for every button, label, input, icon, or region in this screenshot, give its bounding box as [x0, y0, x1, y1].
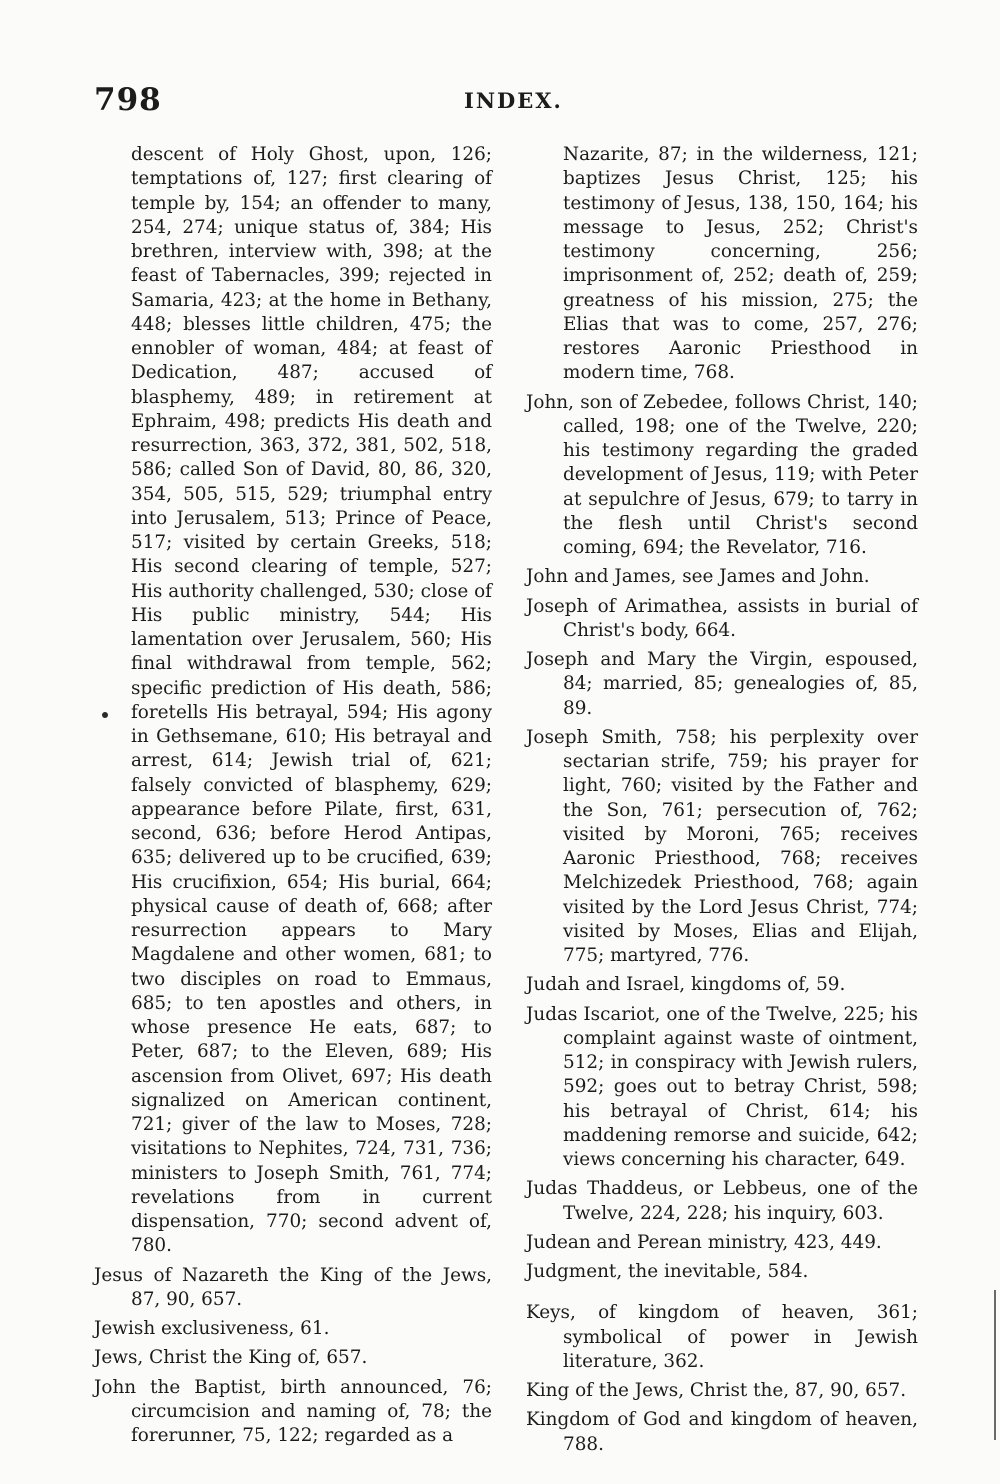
index-column-left [94, 143, 492, 1453]
scan-speck [102, 712, 108, 718]
index-entry: Keys, of kingdom of heaven, 361; symbolical of power in Jewish literature, 362. [526, 1302, 918, 1372]
index-entry: Judean and Perean ministry, 423, 449. [526, 1231, 882, 1253]
index-entry: Jews, Christ the King of, 657. [94, 1347, 368, 1369]
index-entry: King of the Jews, Christ the, 87, 90, 657. [526, 1380, 907, 1401]
index-entry: John the Baptist, birth announced, 76; circumcision and naming of, 78; the forerunner, 75, 122; regarded as a [94, 1376, 492, 1446]
page-number: 798 [94, 82, 162, 118]
index-column-right [526, 143, 918, 1462]
index-entry: Judah and Israel, kingdoms of, 59. [526, 974, 846, 996]
running-head: INDEX. [464, 88, 563, 113]
letter-section-divider [526, 1289, 918, 1301]
index-entry: Jesus of Nazareth the King of the Jews, 87, 90, 657. [94, 1264, 492, 1310]
index-entry: Judgment, the inevitable, 584. [526, 1261, 809, 1282]
index-entry: Joseph of Arimathea, assists in burial of Christ's body, 664. [526, 595, 918, 641]
index-entry: Joseph and Mary the Virgin, espoused, 84; married, 85; genealogies of, 85, 89. [526, 649, 918, 719]
index-entry-continuation: descent of Holy Ghost, upon, 126; temptations of, 127; first clearing of temple by, 154; an offender to many, 254, 274; unique status of, 384; His brethren, interview with, 398; at the feast of Tabernacles, 399; rejected in Samaria, 423; at the home in Bethany, 448; blesses little children, 475; the ennobler of woman, 484; at feast of Dedication, 487; accused of blasphemy, 489; in retirement at Ephraim, 498; predicts His death and resurrection, 363, 372, 381, 502, 518, 586; called Son of David, 80, 86, 320, 354, 505, 515, 529; triumphal entry into Jerusalem, 513; Prince of Peace, 517; visited by certain Greeks, 518; His second clearing of temple, 527; His authority challenged, 530; close of His public ministry, 544; His lamentation over Jerusalem, 560; His final withdrawal from temple, 562; specific prediction of His death, 586; foretells His betrayal, 594; His agony in Gethsemane, 610; His betrayal and arrest, 614; Jewish trial of, 621; falsely convicted of blasphemy, 629; appearance before Pilate, first, 631, second, 636; before Herod Antipas, 635; delivered up to be crucified, 639; His crucifixion, 654; His burial, 664; physical cause of death of, 668; after resurrection appears to Mary Magdalene and other women, 681; to two disciples on road to Emmaus, 685; to ten apostles and others, in whose presence He eats, 687; to Peter, 687; to the Eleven, 689; His ascension from Olivet, 697; His death signalized on American continent, 721; giver of the law to Moses, 728; visitations to Nephites, 724, 731, 736; ministers to Joseph Smith, 761, 774; revelations from in current dispensation, 770; second advent of, 780. [131, 144, 492, 1257]
index-entry-continuation: Nazarite, 87; in the wilderness, 121; baptizes Jesus Christ, 125; his testimony of Jesus, 138, 150, 164; his message to Jesus, 252; Christ's testimony concerning, 256; imprisonment of, 252; death of, 259; greatness of his mission, 275; the Elias that was to come, 257, 276; restores Aaronic Priesthood in modern time, 768. [563, 144, 918, 384]
index-entry: John, son of Zebedee, follows Christ, 140; called, 198; one of the Twelve, 220; his testimony regarding the graded development of Jesus, 119; with Peter at sepulchre of Jesus, 679; to tarry in the flesh until Christ's second coming, 694; the Revelator, 716. [526, 391, 918, 558]
index-entry: Judas Iscariot, one of the Twelve, 225; his complaint against waste of ointment, 512; in conspiracy with Jewish rulers, 592; goes out to betray Christ, 598; his betrayal of Christ, 614; his maddening remorse and suicide, 642; views concerning his character, 649. [526, 1003, 918, 1170]
scan-edge-line [994, 1290, 996, 1440]
index-entry: Kingdom of God and kingdom of heaven, 788. [526, 1409, 918, 1455]
index-entry: Judas Thaddeus, or Lebbeus, one of the Twelve, 224, 228; his inquiry, 603. [526, 1178, 918, 1224]
index-entry: John and James, see James and John. [526, 566, 870, 588]
index-entry: Joseph Smith, 758; his perplexity over sectarian strife, 759; his prayer for light, 760; visited by the Father and the Son, 761; persecution of, 762; visited by Moroni, 765; receives Aaronic Priesthood, 768; receives Melchizedek Priesthood, 768; again visited by the Lord Jesus Christ, 774; visited by Moses, Elias and Elijah, 775; martyred, 776. [526, 726, 918, 966]
index-entry: Jewish exclusiveness, 61. [94, 1318, 330, 1339]
